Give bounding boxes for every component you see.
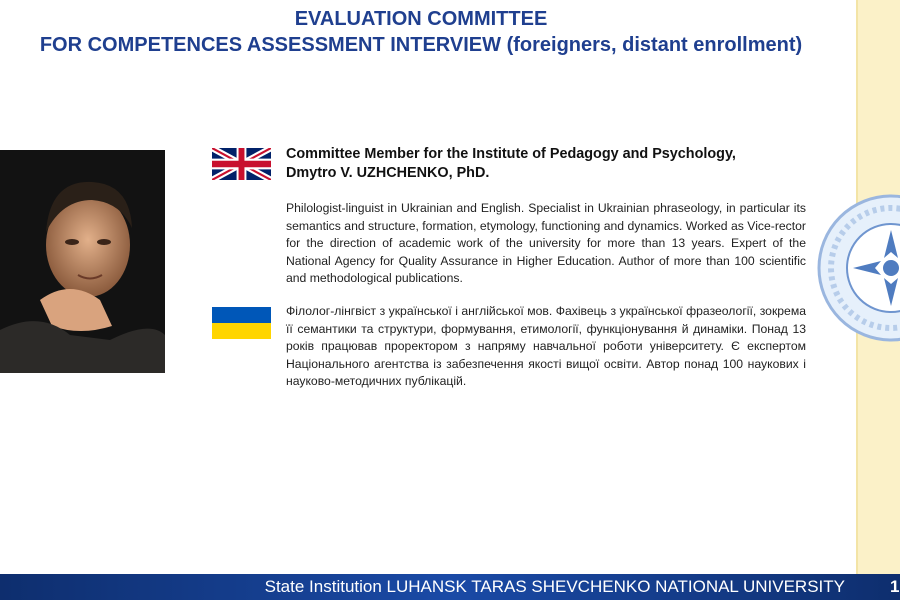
title-line-2: FOR COMPETENCES ASSESSMENT INTERVIEW (foreigners, distant enrollment) [39, 34, 803, 56]
footer-institution: State Institution LUHANSK TARAS SHEVCHENKO NATIONAL UNIVERSITY [264, 577, 845, 596]
bio-ukrainian: Філолог-лінгвіст з української і англійської мов. Фахівець з української фразеології, зокрема її семантики та структури, формування, етимології, функціонування й динаміки. Понад 13 років працював проректором з напряму навчальної роботи університету. Є експертом Національного агентства із забезпечення якості вищої освіти. Автор понад 100 наукових і науково-методичних публікацій. [286, 304, 806, 388]
slide-title [0, 6, 842, 58]
title-line-1: EVALUATION COMMITTEE [294, 8, 548, 30]
footer-bar [0, 574, 900, 600]
member-portrait [0, 150, 165, 373]
ukraine-flag-icon [212, 307, 271, 339]
member-heading [286, 145, 806, 183]
bio-english: Philologist-linguist in Ukrainian and English. Specialist in Ukrainian phraseology, in particular its semantics and structure, formation, etymology, functioning and dynamics. Worked as Vice-rector for the direction of academic work of the university for more than 13 years. Expert of the National Agency for Quality Assurance in Higher Education. Author of more than 100 scientific and methodological publications. [286, 201, 806, 285]
university-emblem [816, 178, 900, 358]
member-role: Committee Member for the Institute of Pedagogy and Psychology, [286, 146, 736, 162]
page-number: 1 [890, 577, 900, 596]
member-name: Dmytro V. UZHCHENKO, PhD. [286, 165, 490, 181]
uk-flag-icon [212, 148, 271, 180]
